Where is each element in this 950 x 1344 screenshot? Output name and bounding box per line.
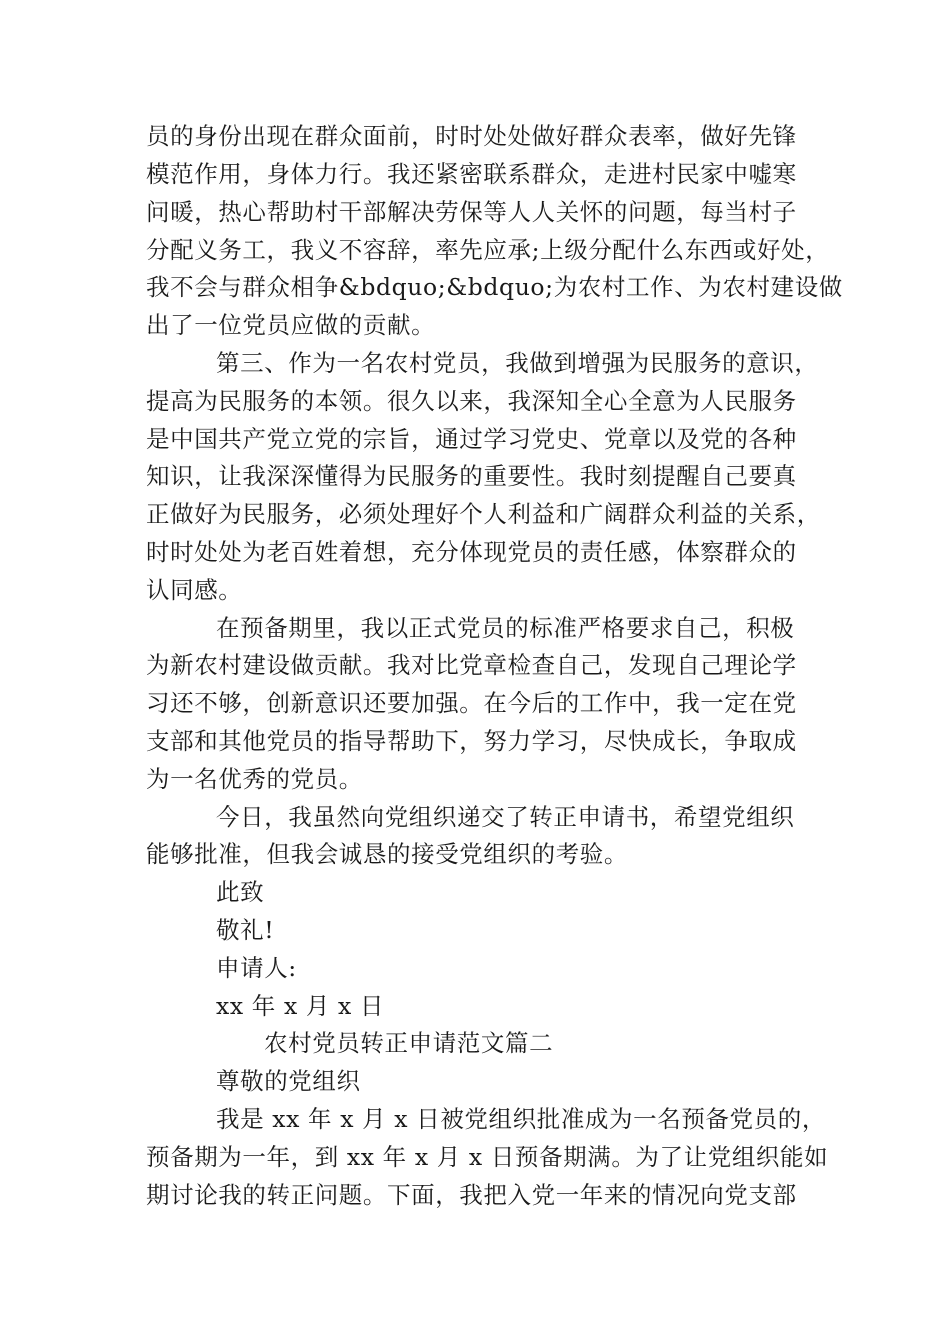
text-line: 认同感。 (146, 576, 243, 604)
text-line: 能够批准，但我会诚恳的接受党组织的考验。 (146, 840, 628, 868)
applicant-label: 申请人: (216, 954, 297, 982)
paragraph-start-line: 第三、作为一名农村党员，我做到增强为民服务的意识， (216, 349, 819, 377)
text-line: 出了一位党员应做的贡献。 (146, 311, 436, 339)
section-title: 农村党员转正申请范文篇二 (264, 1029, 554, 1057)
text-line: 习还不够，创新意识还要加强。在今后的工作中，我一定在党 (146, 689, 797, 717)
text-line: 为新农村建设做贡献。我对比党章检查自己，发现自己理论学 (146, 651, 797, 679)
text-line: 知识，让我深深懂得为民服务的重要性。我时刻提醒自己要真 (146, 462, 797, 490)
text-line: 是中国共产党立党的宗旨，通过学习党史、党章以及党的各种 (146, 425, 797, 453)
text-line: 问暖，热心帮助村干部解决劳保等人人关怀的问题，每当村子 (146, 198, 797, 226)
text-line: 正做好为民服务，必须处理好个人利益和广阔群众利益的关系， (146, 500, 821, 528)
closing-salutation: 此致 (216, 878, 265, 906)
text-line: 分配义务工，我义不容辞，率先应承;上级分配什么东西或好处， (146, 236, 830, 264)
closing-regards: 敬礼! (216, 916, 275, 944)
greeting-line: 尊敬的党组织 (216, 1067, 361, 1095)
paragraph-start-line: 我是 xx 年 x 月 x 日被党组织批准成为一名预备党员的， (216, 1105, 826, 1133)
text-line: 提高为民服务的本领。很久以来，我深知全心全意为人民服务 (146, 387, 797, 415)
paragraph-start-line: 在预备期里，我以正式党员的标准严格要求自己，积极 (216, 614, 795, 642)
date-line: xx 年 x 月 x 日 (216, 992, 385, 1020)
text-line: 期讨论我的转正问题。下面，我把入党一年来的情况向党支部 (146, 1181, 797, 1209)
paragraph-start-line: 今日，我虽然向党组织递交了转正申请书，希望党组织 (216, 803, 795, 831)
text-line: 支部和其他党员的指导帮助下，努力学习，尽快成长，争取成 (146, 727, 797, 755)
text-line: 预备期为一年，到 xx 年 x 月 x 日预备期满。为了让党组织能如 (146, 1143, 829, 1171)
text-line: 模范作用，身体力行。我还紧密联系群众，走进村民家中嘘寒 (146, 160, 797, 188)
text-line: 为一名优秀的党员。 (146, 765, 363, 793)
text-line: 员的身份出现在群众面前，时时处处做好群众表率，做好先锋 (146, 122, 797, 150)
text-line: 时时处处为老百姓着想，充分体现党员的责任感，体察群众的 (146, 538, 797, 566)
text-line: 我不会与群众相争&bdquo;&bdquo;为农村工作、为农村建设做 (146, 273, 843, 301)
